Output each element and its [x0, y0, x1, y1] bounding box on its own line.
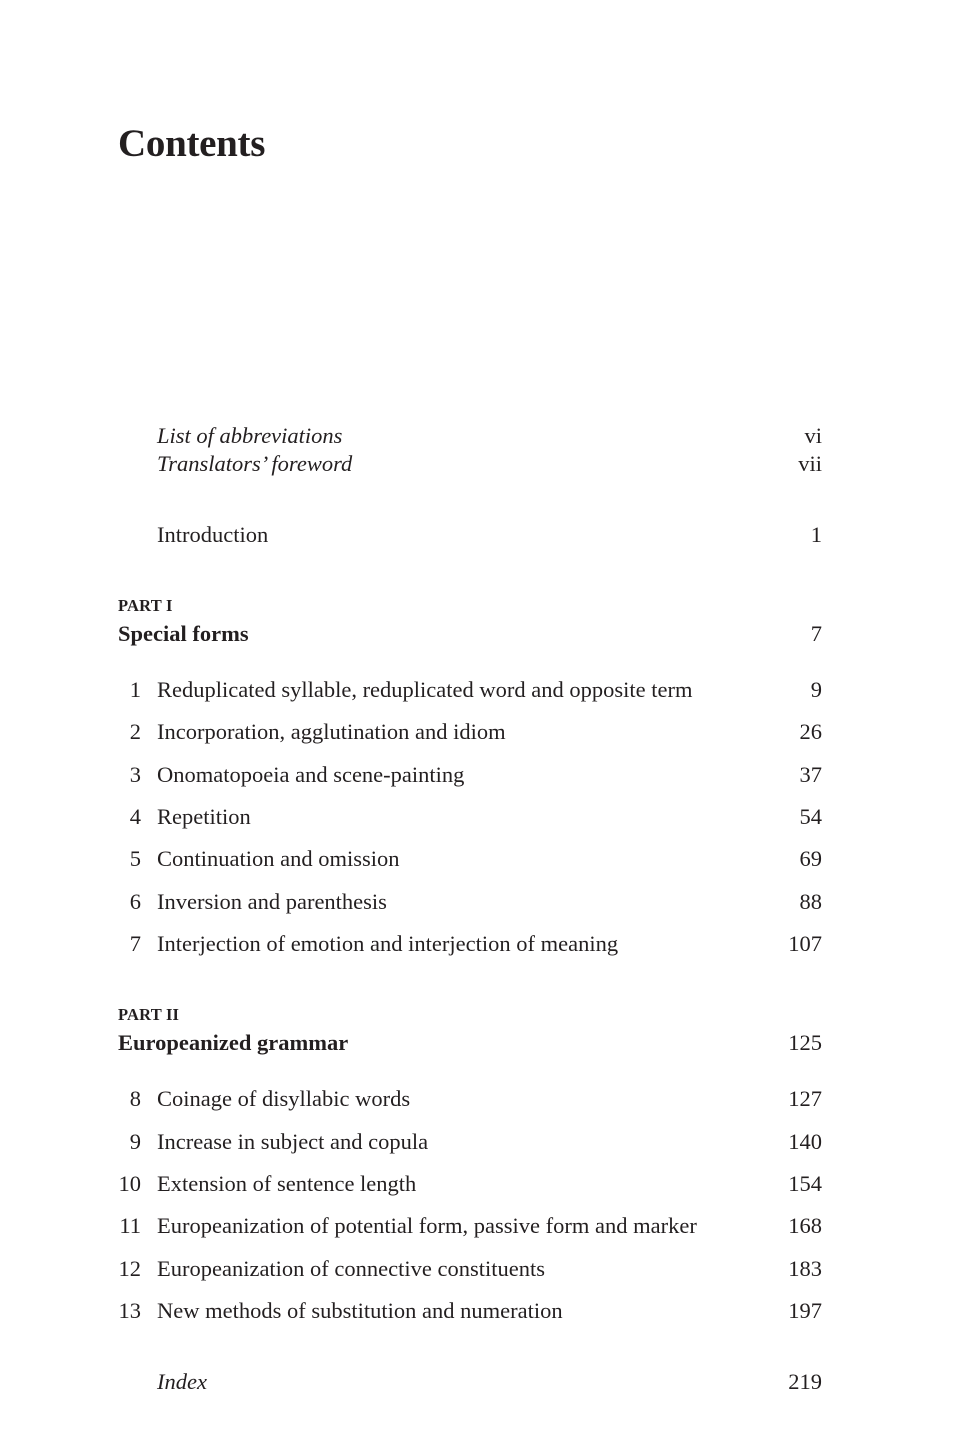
- chapter-title: New methods of substitution and numeration: [157, 1298, 563, 1323]
- chapter-page: 88: [799, 889, 822, 914]
- chapter-number: 9: [129, 1129, 141, 1154]
- chapter-title: Extension of sentence length: [157, 1171, 417, 1196]
- toc-chapter[interactable]: [118, 1169, 822, 1199]
- toc-part-page: 125: [788, 1030, 822, 1055]
- toc-part-label: Europeanized grammar: [118, 1030, 349, 1055]
- toc-entry-label: Translators’ foreword: [157, 451, 353, 476]
- toc-part-label: Special forms: [118, 621, 249, 646]
- toc-part-title[interactable]: [118, 619, 822, 649]
- chapter-number: 5: [129, 846, 141, 871]
- chapter-page: 127: [788, 1086, 822, 1111]
- chapter-title: Europeanization of potential form, passive form and marker: [157, 1213, 697, 1238]
- toc-chapter[interactable]: [118, 887, 822, 917]
- chapter-page: 37: [799, 762, 822, 787]
- chapter-number: 3: [129, 762, 141, 787]
- chapter-number: 10: [118, 1171, 141, 1196]
- chapter-title: Coinage of disyllabic words: [157, 1086, 411, 1111]
- toc-chapter[interactable]: [118, 929, 822, 959]
- toc-chapter[interactable]: [118, 1211, 822, 1241]
- chapter-title: Incorporation, agglutination and idiom: [157, 719, 506, 744]
- toc-entry-label: Index: [157, 1369, 207, 1394]
- toc-entry-page: 219: [788, 1369, 822, 1394]
- toc-part-title[interactable]: [118, 1028, 822, 1058]
- toc-chapter[interactable]: [118, 717, 822, 747]
- toc-chapter[interactable]: [118, 1084, 822, 1114]
- toc-chapter[interactable]: [118, 1254, 822, 1284]
- chapter-number: 1: [129, 677, 141, 702]
- chapter-number: 7: [129, 931, 141, 956]
- chapter-number: 2: [129, 719, 141, 744]
- toc-entry-label: List of abbreviations: [157, 423, 343, 448]
- part-label: PART II: [118, 1005, 180, 1024]
- chapter-number: 12: [118, 1256, 141, 1281]
- chapter-title: Inversion and parenthesis: [157, 889, 387, 914]
- chapter-number: 4: [129, 804, 141, 829]
- chapter-page: 69: [799, 846, 822, 871]
- chapter-page: 197: [788, 1298, 822, 1323]
- chapter-number: 13: [118, 1298, 141, 1323]
- toc-entry-introduction[interactable]: [118, 520, 822, 550]
- chapter-title: Repetition: [157, 804, 251, 829]
- chapter-title: Interjection of emotion and interjection of meaning: [157, 931, 619, 956]
- toc-entry-index[interactable]: [118, 1367, 822, 1397]
- toc-chapter[interactable]: [118, 1127, 822, 1157]
- toc-entry-page: vii: [798, 451, 822, 476]
- page-title: Contents: [118, 122, 266, 165]
- toc-chapter[interactable]: [118, 760, 822, 790]
- part-label: PART I: [118, 596, 173, 615]
- toc-part-page: 7: [810, 621, 822, 646]
- chapter-page: 183: [788, 1256, 822, 1281]
- chapter-title: Europeanization of connective constituents: [157, 1256, 545, 1281]
- toc-entry-page: 1: [810, 522, 822, 547]
- chapter-page: 26: [799, 719, 822, 744]
- toc-chapter[interactable]: [118, 675, 822, 705]
- toc-entry-page: vi: [804, 423, 822, 448]
- chapter-page: 154: [788, 1171, 822, 1196]
- toc-chapter[interactable]: [118, 802, 822, 832]
- chapter-page: 9: [810, 677, 822, 702]
- chapter-page: 54: [799, 804, 822, 829]
- chapter-title: Increase in subject and copula: [157, 1129, 429, 1154]
- chapter-page: 140: [788, 1129, 822, 1154]
- chapter-page: 107: [788, 931, 822, 956]
- chapter-number: 6: [129, 889, 141, 914]
- chapter-title: Onomatopoeia and scene-painting: [157, 762, 465, 787]
- chapter-number: 8: [129, 1086, 141, 1111]
- toc-entry-abbreviations[interactable]: [118, 421, 822, 451]
- toc-chapter[interactable]: [118, 1296, 822, 1326]
- toc-chapter[interactable]: [118, 844, 822, 874]
- chapter-title: Reduplicated syllable, reduplicated word and opposite term: [157, 677, 693, 702]
- chapter-number: 11: [119, 1213, 141, 1238]
- chapter-title: Continuation and omission: [157, 846, 400, 871]
- toc-entry-foreword[interactable]: [118, 449, 822, 479]
- chapter-page: 168: [788, 1213, 822, 1238]
- toc-entry-label: Introduction: [157, 522, 269, 547]
